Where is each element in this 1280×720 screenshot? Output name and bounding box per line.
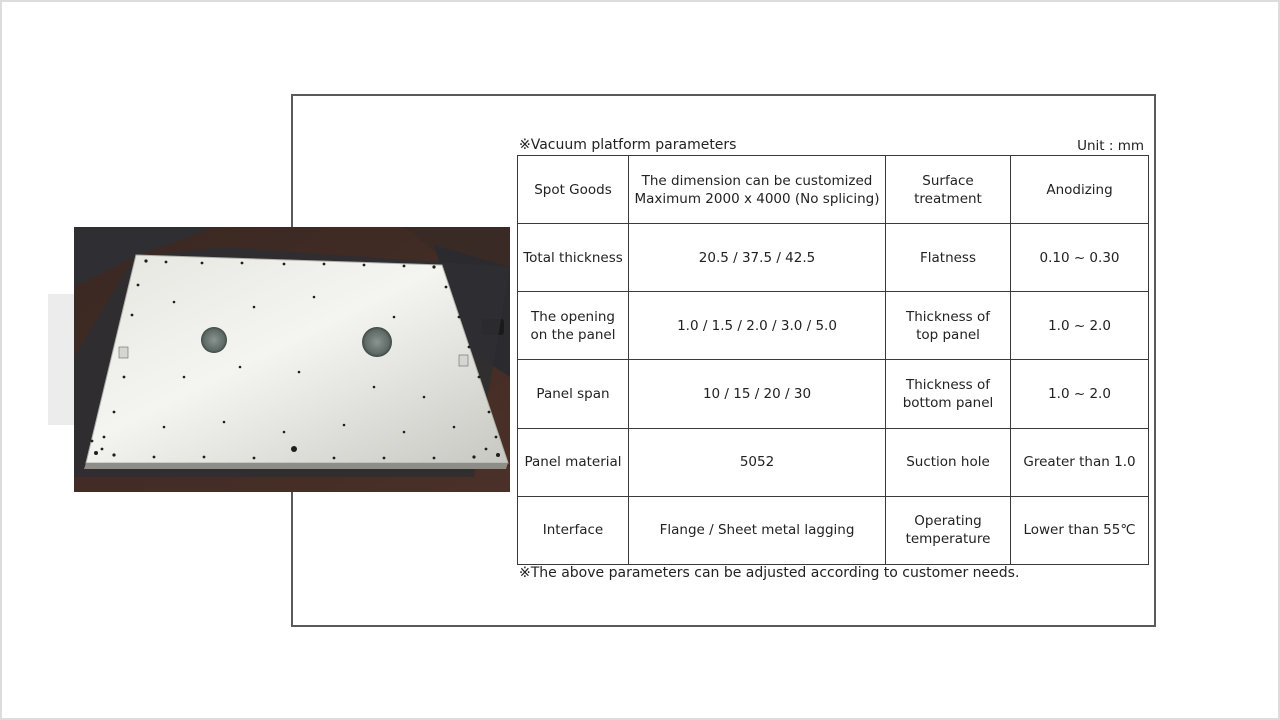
table-row [518, 156, 1149, 224]
table-row [518, 496, 1149, 564]
param-value-cell: Anodizing [1011, 156, 1149, 224]
param-name-cell: Interface [518, 496, 629, 564]
param-value-cell: Greater than 1.0 [1011, 428, 1149, 496]
param-name-cell: The opening on the panel [518, 292, 629, 360]
param-name-cell: Total thickness [518, 224, 629, 292]
param-name-cell: Spot Goods [518, 156, 629, 224]
parameters-table [517, 155, 1149, 565]
param-value-cell: 1.0 / 1.5 / 2.0 / 3.0 / 5.0 [629, 292, 886, 360]
photo-illustration [74, 227, 510, 492]
table-row [518, 428, 1149, 496]
param-name-cell: Thickness of bottom panel [886, 360, 1011, 428]
parameters-title: ※Vacuum platform parameters [519, 137, 737, 153]
param-value-cell: The dimension can be customized Maximum 2000 x 4000 (No splicing) [629, 156, 886, 224]
param-name-cell: Suction hole [886, 428, 1011, 496]
param-name-cell: Thickness of top panel [886, 292, 1011, 360]
table-row [518, 224, 1149, 292]
table-row [518, 292, 1149, 360]
unit-label: Unit : mm [1077, 138, 1144, 154]
param-value-cell: 0.10 ~ 0.30 [1011, 224, 1149, 292]
param-name-cell: Operating temperature [886, 496, 1011, 564]
param-name-cell: Surface treatment [886, 156, 1011, 224]
param-value-cell: 1.0 ~ 2.0 [1011, 360, 1149, 428]
param-value-cell: 5052 [629, 428, 886, 496]
param-value-cell: 10 / 15 / 20 / 30 [629, 360, 886, 428]
param-value-cell: 20.5 / 37.5 / 42.5 [629, 224, 886, 292]
param-value-cell: Flange / Sheet metal lagging [629, 496, 886, 564]
param-value-cell: 1.0 ~ 2.0 [1011, 292, 1149, 360]
param-name-cell: Flatness [886, 224, 1011, 292]
param-value-cell: Lower than 55℃ [1011, 496, 1149, 564]
footnote: ※The above parameters can be adjusted according to customer needs. [519, 565, 1020, 581]
param-name-cell: Panel material [518, 428, 629, 496]
param-name-cell: Panel span [518, 360, 629, 428]
table-row [518, 360, 1149, 428]
vacuum-platform-photo [74, 227, 510, 492]
